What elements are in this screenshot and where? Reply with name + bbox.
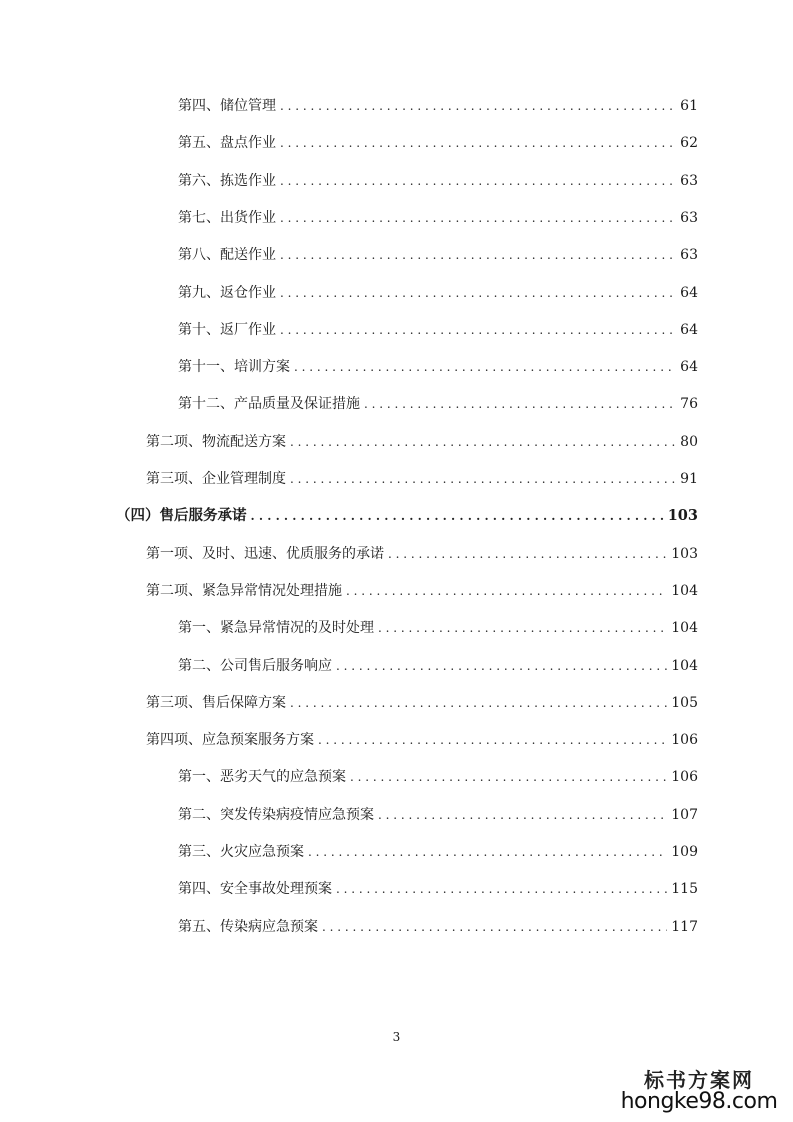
toc-entry-title: 第四项、应急预案服务方案 [146,732,314,748]
toc-entry-title: 第三项、售后保障方案 [146,695,286,711]
toc-entry-title: 第三项、企业管理制度 [146,471,286,487]
toc-entry[interactable] [178,132,698,154]
toc-entry-page: 107 [671,807,698,823]
toc-entry-page: 104 [671,583,698,599]
toc-entry-title: 第六、拣选作业 [178,173,276,189]
toc-dot-leader [336,655,667,677]
toc-dot-leader [290,468,676,490]
toc-entry[interactable] [178,170,698,192]
toc-entry-page: 63 [680,210,698,226]
toc-dot-leader [290,431,676,453]
watermark-url: hongke98.com [620,1089,778,1114]
toc-entry-page: 64 [680,322,698,338]
toc-dot-leader [322,916,667,938]
toc-entry-page: 103 [667,507,698,524]
toc-entry-page: 80 [680,434,698,450]
toc-entry[interactable] [146,580,698,602]
toc-entry-title: 第七、出货作业 [178,210,276,226]
toc-entry[interactable] [178,207,698,229]
toc-entry-title: 第九、返仓作业 [178,285,276,301]
toc-dot-leader [308,841,667,863]
toc-entry-page: 61 [680,98,698,114]
toc-entry-page: 63 [680,173,698,189]
toc-entry-title: 第五、传染病应急预案 [178,919,318,935]
toc-entry-title: 第八、配送作业 [178,247,276,263]
toc-entry[interactable] [178,393,698,415]
toc-dot-leader [336,878,667,900]
toc-dot-leader [280,132,676,154]
toc-entry[interactable] [178,319,698,341]
toc-entry[interactable] [146,543,698,565]
toc-entry-page: 63 [680,247,698,263]
toc-entry-page: 91 [680,471,698,487]
toc-entry-title: 第二项、物流配送方案 [146,434,286,450]
watermark-logo [619,1064,779,1114]
toc-dot-leader [346,580,667,602]
toc-entry-title: 第二、公司售后服务响应 [178,658,332,674]
toc-dot-leader [280,282,676,304]
toc-dot-leader [318,729,667,751]
toc-dot-leader [290,692,667,714]
toc-entry-title: （四）售后服务承诺 [116,507,247,524]
toc-entry[interactable] [146,431,698,453]
toc-dot-leader [378,617,667,639]
toc-entry[interactable] [146,468,698,490]
toc-entry[interactable] [178,804,698,826]
toc-entry-page: 117 [671,919,698,935]
toc-entry[interactable] [178,282,698,304]
toc-entry-page: 76 [680,396,698,412]
toc-entry-page: 104 [671,658,698,674]
toc-entry-title: 第二、突发传染病疫情应急预案 [178,807,374,823]
toc-entry-title: 第五、盘点作业 [178,135,276,151]
toc-entry-title: 第三、火灾应急预案 [178,844,304,860]
toc-dot-leader [280,244,676,266]
toc-dot-leader [388,543,667,565]
toc-entry[interactable] [178,916,698,938]
toc-entry[interactable] [146,729,698,751]
toc-dot-leader [294,356,676,378]
toc-entry[interactable] [178,841,698,863]
toc-entry[interactable] [146,692,698,714]
toc-entry[interactable] [178,766,698,788]
toc-entry-page: 106 [671,769,698,785]
toc-dot-leader [280,207,676,229]
toc-entry-title: 第四、安全事故处理预案 [178,881,332,897]
toc-entry[interactable] [178,356,698,378]
toc-entry-page: 64 [680,285,698,301]
toc-dot-leader [364,393,676,415]
toc-entry-title: 第十一、培训方案 [178,359,290,375]
toc-entry[interactable] [178,617,698,639]
toc-entry[interactable] [116,505,698,527]
toc-entry-page: 105 [671,695,698,711]
toc-dot-leader [280,319,676,341]
toc-entry[interactable] [178,878,698,900]
toc-dot-leader [378,804,667,826]
toc-dot-leader [280,170,676,192]
toc-entry-title: 第一项、及时、迅速、优质服务的承诺 [146,546,384,562]
toc-entry-page: 106 [671,732,698,748]
toc-entry-title: 第十二、产品质量及保证措施 [178,396,360,412]
toc-entry-page: 104 [671,620,698,636]
toc-entry-title: 第二项、紧急异常情况处理措施 [146,583,342,599]
toc-entry-page: 62 [680,135,698,151]
watermark-name: 标书方案网 [644,1068,754,1092]
toc-entry-title: 第一、紧急异常情况的及时处理 [178,620,374,636]
toc-entry-title: 第十、返厂作业 [178,322,276,338]
toc-entry[interactable] [178,655,698,677]
toc-entry[interactable] [178,95,698,117]
toc-entry-title: 第四、储位管理 [178,98,276,114]
toc-entry-page: 115 [671,881,698,897]
toc-dot-leader [350,766,667,788]
toc-dot-leader [280,95,676,117]
toc-entry[interactable] [178,244,698,266]
toc-entry-page: 109 [671,844,698,860]
toc-entry-title: 第一、恶劣天气的应急预案 [178,769,346,785]
toc-entry-page: 103 [671,546,698,562]
toc-entry-page: 64 [680,359,698,375]
page-number: 3 [392,1030,401,1044]
toc-dot-leader [251,505,664,527]
